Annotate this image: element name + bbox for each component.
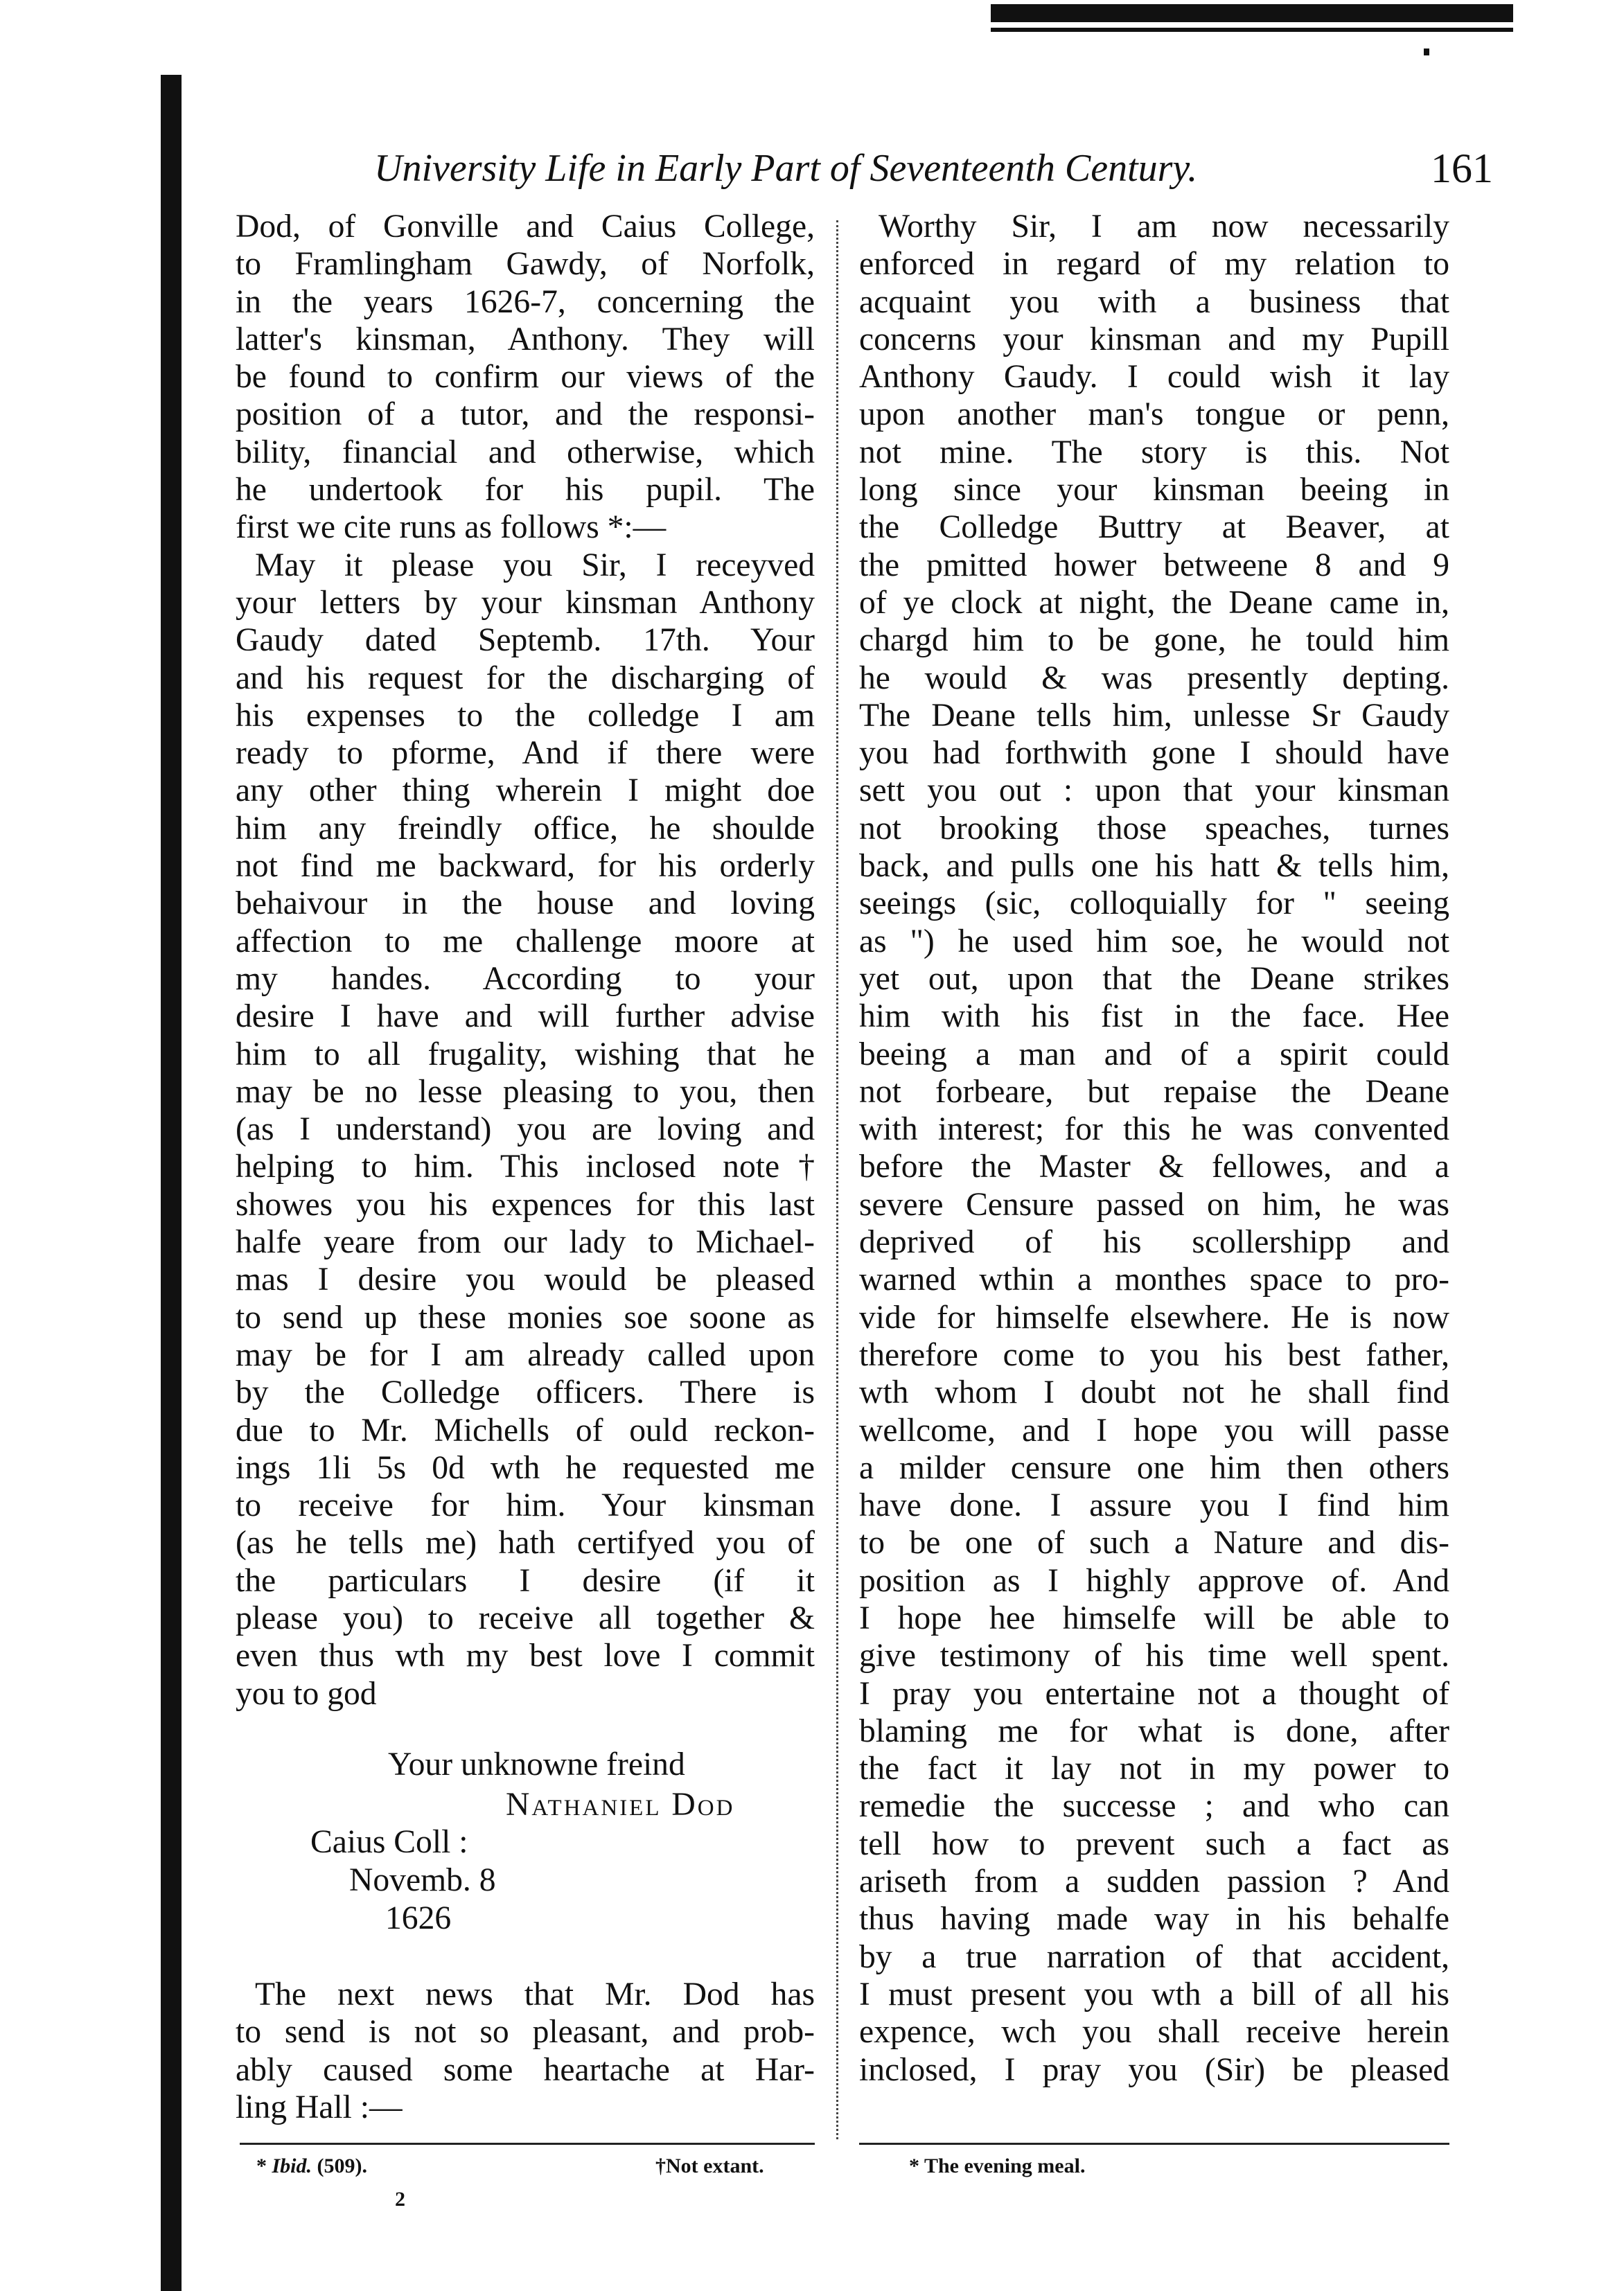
text-line: (as he tells me) hath certifyed you of (236, 1525, 815, 1562)
text-line: beeing a man and of a spirit could (859, 1036, 1449, 1072)
text-line: tell how to prevent such a fact as (859, 1825, 1449, 1862)
text-line: inclosed, I pray you (Sir) be pleased (859, 2051, 1449, 2088)
text-line: blaming me for what is done, after (859, 1713, 1449, 1749)
text-line: showes you his expences for this last (236, 1186, 815, 1223)
text-line: acquaint you with a business that (859, 283, 1449, 320)
text-line: with interest; for this he was convented (859, 1111, 1449, 1148)
text-line: I pray you entertaine not a thought of (859, 1675, 1449, 1712)
text-line: halfe yeare from our lady to Michael- (236, 1224, 815, 1261)
text-line: yet out, upon that the Deane strikes (859, 960, 1449, 997)
text-line: enforced in regard of my relation to (859, 246, 1449, 283)
text-line: position of a tutor, and the responsi- (236, 396, 815, 433)
text-line: in the years 1626-7, concerning the (236, 283, 815, 320)
column-divider (836, 220, 838, 2139)
text-line: give testimony of his time well spent. (859, 1638, 1449, 1674)
footnote-evening-meal: * The evening meal. (909, 2155, 1086, 2177)
signatory-name: Nathaniel Dod (506, 1787, 735, 1823)
text-line: any other thing wherein I might doe (236, 772, 815, 809)
text-line: ably caused some heartache at Har- (236, 2051, 815, 2088)
text-line: the fact it lay not in my power to (859, 1751, 1449, 1787)
footnote-ref: Ibid. (272, 2155, 312, 2177)
text-line: may be no lesse pleasing to you, then (236, 1073, 815, 1110)
text-line: he undertook for his pupil. The (236, 472, 815, 508)
text-line: by a true narration of that accident, (859, 1938, 1449, 1975)
text-line: I must present you wth a bill of all his (859, 1976, 1449, 2013)
text-line: position as I highly approve of. And (859, 1562, 1449, 1599)
signature-mark: 2 (395, 2188, 405, 2211)
text-line: sett you out : upon that your kinsman (859, 772, 1449, 809)
letter-date: Novemb. 8 (349, 1862, 496, 1898)
text-line: chargd him to be gone, he tould him (859, 622, 1449, 659)
text-line: before the Master & fellowes, and a (859, 1149, 1449, 1185)
text-line: to be one of such a Nature and dis- (859, 1525, 1449, 1562)
footnote-rule (859, 2143, 1449, 2145)
text-line: seeings (sic, colloquially for " seeing (859, 885, 1449, 922)
text-line: therefore come to you his best father, (859, 1336, 1449, 1373)
text-line: him with his fist in the face. Hee (859, 998, 1449, 1035)
letter-place: Caius Coll : (310, 1824, 468, 1860)
text-line: concerns your kinsman and my Pupill (859, 321, 1449, 357)
text-line: thus having made way in his behalfe (859, 1901, 1449, 1938)
text-line: his expenses to the colledge I am (236, 697, 815, 734)
footnote-num: (509). (317, 2155, 367, 2177)
text-line: of ye clock at night, the Deane came in, (859, 584, 1449, 621)
text-line: wth whom I doubt not he shall find (859, 1374, 1449, 1411)
text-line: him to all frugality, wishing that he (236, 1036, 815, 1072)
letter-year: 1626 (385, 1900, 452, 1936)
text-line: desire I have and will further advise (236, 998, 815, 1035)
text-line: to send is not so pleasant, and prob- (236, 2014, 815, 2051)
text-line: wellcome, and I hope you will passe (859, 1412, 1449, 1449)
text-line: mas I desire you would be pleased (236, 1262, 815, 1298)
text-line: Worthy Sir, I am now necessarily (879, 209, 1449, 245)
top-rule-thin (991, 28, 1513, 32)
text-line: and his request for the discharging of (236, 660, 815, 696)
text-line: helping to him. This inclosed note† (236, 1149, 815, 1185)
text-line: not brooking those speaches, turnes (859, 810, 1449, 847)
text-line: The next news that Mr. Dod has (255, 1976, 815, 2013)
text-line: I hope hee himselfe will be able to (859, 1600, 1449, 1636)
text-line: severe Censure passed on him, he was (859, 1186, 1449, 1223)
text-line: upon another man's tongue or penn, (859, 396, 1449, 433)
top-dot (1424, 48, 1429, 55)
text-line: have done. I assure you I find him (859, 1487, 1449, 1524)
left-column (236, 208, 815, 1713)
top-rule (991, 4, 1513, 22)
text-line: long since your kinsman beeing in (859, 472, 1449, 508)
text-line: ready to pforme, And if there were (236, 735, 815, 772)
text-line: the particulars I desire (if it (236, 1562, 815, 1599)
text-line: even thus wth my best love I commit (236, 1638, 815, 1674)
right-column (859, 208, 1449, 2089)
text-line: May it please you Sir, I receyved (255, 547, 815, 583)
footnote-ibid (256, 2155, 367, 2178)
text-line: by the Colledge officers. There is (236, 1374, 815, 1411)
text-line: vide for himselfe elsewhere. He is now (859, 1299, 1449, 1336)
text-line: to Framlingham Gawdy, of Norfolk, (236, 246, 815, 283)
text-line: ariseth from a sudden passion ? And (859, 1864, 1449, 1900)
running-head (374, 137, 1493, 200)
text-line: to receive for him. Your kinsman (236, 1487, 815, 1524)
text-line: not forbeare, but repaise the Deane (859, 1073, 1449, 1110)
text-line: him any freindly office, he shoulde (236, 810, 815, 847)
text-line: (as I understand) you are loving and (236, 1111, 815, 1148)
text-line: ling Hall :— (236, 2089, 403, 2125)
text-line: you had forthwith gone I should have (859, 735, 1449, 772)
text-line: your letters by your kinsman Anthony (236, 584, 815, 621)
text-line: due to Mr. Michells of ould reckon- (236, 1412, 815, 1449)
text-line: Dod, of Gonville and Caius College, (236, 209, 815, 245)
text-line: deprived of his scollershipp and (859, 1224, 1449, 1261)
text-line: bility, financial and otherwise, which (236, 434, 815, 470)
text-line: warned wthin a monthes space to pro- (859, 1262, 1449, 1298)
text-line: to send up these monies soe soone as (236, 1299, 815, 1336)
text-line: Anthony Gaudy. I could wish it lay (859, 359, 1449, 396)
footnote-rule (240, 2143, 815, 2145)
text-line: he would & was presently depting. (859, 660, 1449, 696)
text-line: remedie the successe ; and who can (859, 1788, 1449, 1825)
text-line: you to god (236, 1675, 377, 1712)
text-line: please you) to receive all together & (236, 1600, 815, 1636)
text-line: the pmitted hower betweene 8 and 9 (859, 547, 1449, 583)
text-line: behaivour in the house and loving (236, 885, 815, 922)
valediction: Your unknowne freind (388, 1746, 685, 1783)
text-line: first we cite runs as follows *:— (236, 509, 667, 546)
text-line: not mine. The story is this. Not (859, 434, 1449, 470)
text-line: The Deane tells him, unlesse Sr Gaudy (859, 697, 1449, 734)
text-line: expence, wch you shall receive herein (859, 2014, 1449, 2051)
page-number: 161 (1431, 145, 1493, 191)
text-line: latter's kinsman, Anthony. They will (236, 321, 815, 357)
closing-paragraph (236, 1976, 815, 2126)
footnote-mark: * (256, 2155, 267, 2177)
text-line: affection to me challenge moore at (236, 923, 815, 959)
text-line: ings 1li 5s 0d wth he requested me (236, 1449, 815, 1486)
text-line: the Colledge Buttry at Beaver, at (859, 509, 1449, 546)
text-line: my handes. According to your (236, 960, 815, 997)
text-line: not find me backward, for his orderly (236, 848, 815, 885)
text-line: a milder censure one him then others (859, 1449, 1449, 1486)
running-title: University Life in Early Part of Seventeenth Century. (374, 147, 1198, 190)
text-line: be found to confirm our views of the (236, 359, 815, 396)
text-line: may be for I am already called upon (236, 1336, 815, 1373)
text-line: back, and pulls one his hatt & tells him, (859, 848, 1449, 885)
text-line: Gaudy dated Septemb. 17th. Your (236, 622, 815, 659)
footnote-not-extant: †Not extant. (655, 2155, 764, 2177)
scan-edge-shadow (161, 75, 182, 2291)
text-line: as ") he used him soe, he would not (859, 923, 1449, 959)
